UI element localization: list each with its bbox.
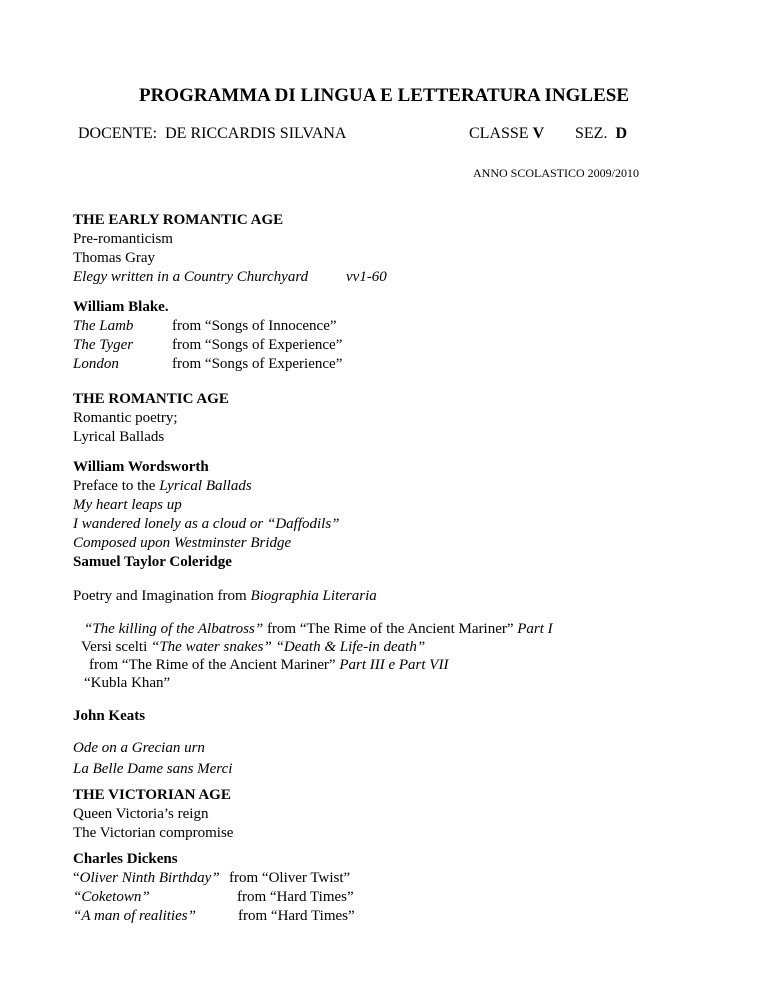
poem-source: from “Songs of Experience” — [172, 337, 343, 353]
work-source: from “Hard Times” — [238, 908, 355, 924]
poetry-text: Poetry and Imagination from — [73, 588, 251, 604]
work-title: Oliver Ninth Birthday” — [79, 870, 220, 886]
kubla-khan: “Kubla Khan” — [84, 675, 171, 691]
coleridge-poetry-line — [73, 587, 377, 606]
section-dickens — [73, 850, 355, 926]
section-heading: THE ROMANTIC AGE — [73, 391, 229, 407]
text-line: Romantic poetry; — [73, 410, 178, 426]
poem-title: The Tyger — [73, 337, 134, 353]
rime-line — [89, 656, 448, 675]
author-heading: William Blake. — [73, 299, 169, 315]
classe-value: V — [532, 125, 545, 142]
albatross-line — [84, 620, 553, 639]
section-coleridge — [73, 553, 232, 572]
docente-line — [78, 124, 346, 143]
versi-label: Versi scelti — [81, 639, 151, 655]
text-line: Pre-romanticism — [73, 231, 173, 247]
poem-title: Composed upon Westminster Bridge — [73, 535, 292, 551]
docente-label: DOCENTE: — [78, 125, 158, 142]
dickens-row — [73, 869, 351, 888]
blake-row — [73, 355, 343, 374]
albatross-title: “The killing of the Albatross” — [84, 621, 264, 637]
preface-line — [73, 477, 340, 496]
section-blake — [73, 298, 343, 374]
blake-row — [73, 317, 337, 336]
text-line: Queen Victoria’s reign — [73, 806, 209, 822]
albatross-source: from “The Rime of the Ancient Mariner” — [263, 621, 518, 637]
poem-title: The Lamb — [73, 318, 134, 334]
elegy-title: Elegy written in a Country Churchyard — [73, 269, 309, 285]
versi-line — [81, 638, 425, 657]
rime-parts: Part III e Part VII — [339, 657, 449, 673]
section-wordsworth — [73, 458, 340, 553]
poem-title: My heart leaps up — [73, 497, 182, 513]
sez-line — [575, 124, 627, 143]
text-line: The Victorian compromise — [73, 825, 234, 841]
author-heading: John Keats — [73, 708, 146, 724]
section-heading: THE VICTORIAN AGE — [73, 787, 231, 803]
preface-title: Lyrical Ballads — [159, 478, 252, 494]
albatross-part: Part I — [517, 621, 553, 637]
work-title: “A man of realities” — [73, 908, 196, 924]
keats-poem: La Belle Dame sans Merci — [73, 761, 233, 777]
section-victorian — [73, 786, 233, 843]
poem-title: I wandered lonely as a cloud or “Daffodils” — [73, 516, 340, 532]
elegy-line — [73, 268, 387, 287]
preface-text: Preface to the — [73, 478, 160, 494]
poem-source: from “Songs of Innocence” — [172, 318, 337, 334]
page-title: PROGRAMMA DI LINGUA E LETTERATURA INGLESE — [138, 85, 630, 106]
keats-poem: Ode on a Grecian urn — [73, 740, 205, 756]
anno-scolastico: ANNO SCOLASTICO 2009/2010 — [473, 166, 640, 180]
sez-label: SEZ. — [575, 125, 608, 142]
text-line: Lyrical Ballads — [73, 429, 165, 445]
elegy-verses: vv1-60 — [346, 269, 387, 285]
poem-source: from “Songs of Experience” — [172, 356, 343, 372]
blake-row — [73, 336, 343, 355]
section-keats — [73, 707, 145, 726]
work-source: from “Hard Times” — [237, 889, 354, 905]
rime-source: from “The Rime of the Ancient Mariner” — [89, 657, 340, 673]
author-heading: William Wordsworth — [73, 459, 209, 475]
docente-name: DE RICCARDIS SILVANA — [165, 125, 347, 142]
author-heading: Charles Dickens — [73, 851, 178, 867]
sez-value: D — [615, 125, 628, 142]
work-title: “Coketown” — [73, 889, 150, 905]
text-line: Thomas Gray — [73, 250, 156, 266]
versi-titles: “The water snakes” “Death & Life-in death” — [150, 639, 426, 655]
biographia-title: Biographia Literaria — [250, 588, 377, 604]
classe-line — [469, 124, 544, 143]
open-quote: “ — [73, 870, 80, 886]
poem-title: London — [73, 356, 119, 372]
dickens-row — [73, 907, 355, 926]
section-romantic — [73, 390, 229, 447]
section-heading: THE EARLY ROMANTIC AGE — [73, 212, 284, 228]
author-heading: Samuel Taylor Coleridge — [73, 554, 232, 570]
classe-label: CLASSE — [469, 125, 529, 142]
section-early-romantic — [73, 211, 387, 287]
work-source: from “Oliver Twist” — [229, 870, 351, 886]
dickens-row — [73, 888, 354, 907]
